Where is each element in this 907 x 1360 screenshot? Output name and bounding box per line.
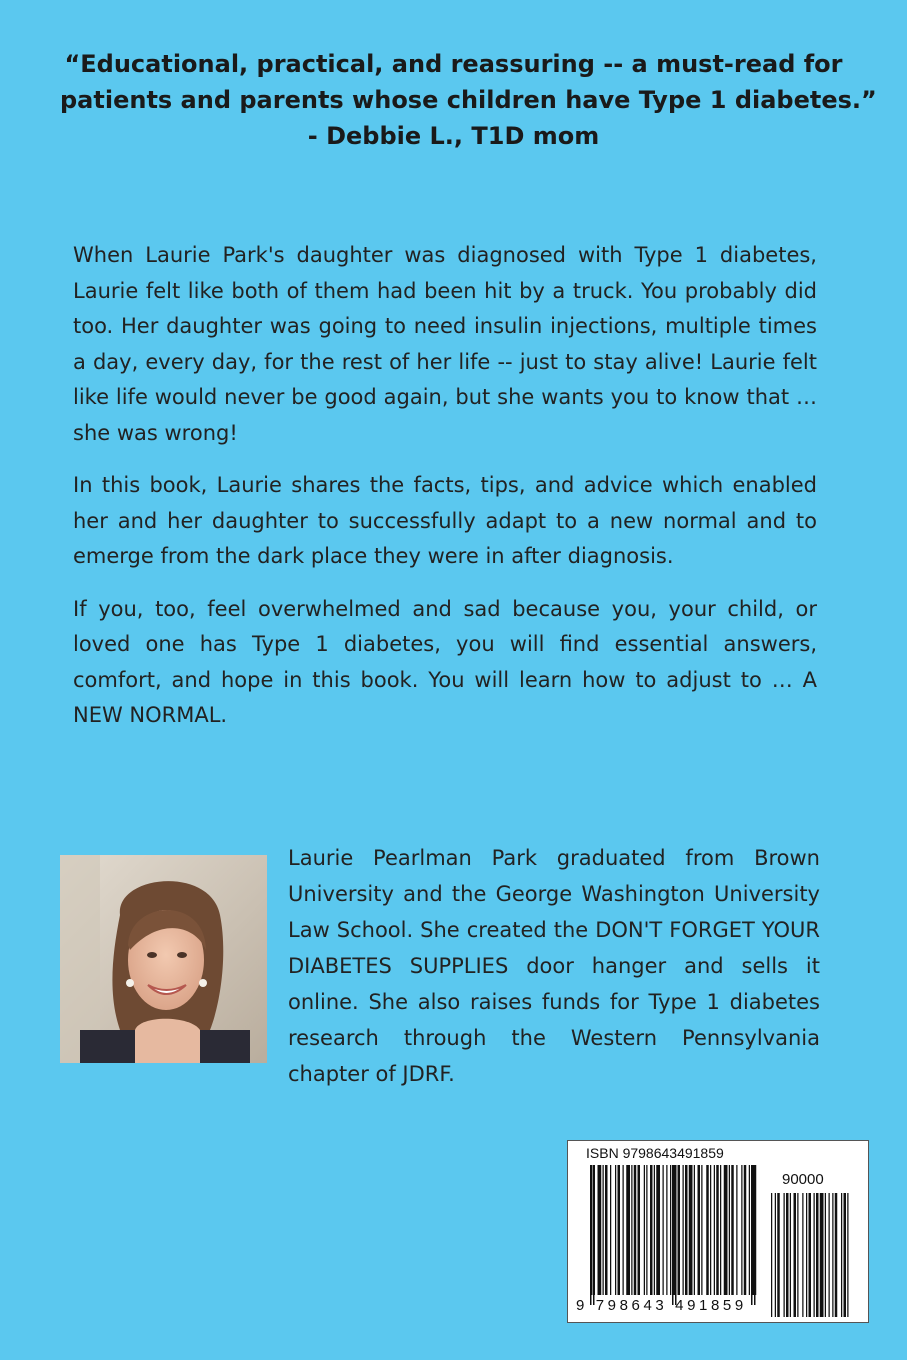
barcode-bar (710, 1165, 711, 1295)
barcode-bar (610, 1165, 611, 1295)
barcode-bar (698, 1165, 701, 1295)
barcode-bar (820, 1193, 824, 1317)
barcode-bar (729, 1165, 730, 1295)
barcode-bar (720, 1165, 721, 1295)
barcode-bar (694, 1165, 695, 1295)
barcode-bar (689, 1165, 693, 1295)
barcode-bar (623, 1165, 624, 1295)
barcode-bar (835, 1193, 838, 1317)
barcode-bar (806, 1193, 807, 1317)
quote-attribution: - Debbie L., T1D mom (307, 122, 600, 150)
barcode-bar (775, 1193, 776, 1317)
barcode-bar (749, 1165, 750, 1295)
barcode-bar (771, 1193, 772, 1317)
barcode-bar (654, 1165, 655, 1295)
barcode-bar (675, 1165, 677, 1305)
barcode-bar (631, 1165, 632, 1295)
barcode-bar (605, 1165, 608, 1295)
barcode-bar (829, 1193, 830, 1317)
barcode-bar (656, 1165, 660, 1295)
barcode-bar (825, 1193, 826, 1317)
barcode-bar (634, 1165, 637, 1295)
isbn-label: ISBN 9798643491859 (586, 1145, 724, 1161)
book-description (73, 238, 817, 751)
barcode-bar (590, 1165, 592, 1305)
barcode-bar (663, 1165, 664, 1295)
barcode-digits: 9 798643 491859 (576, 1297, 747, 1314)
barcode-bar (731, 1165, 734, 1295)
barcode-bar (593, 1165, 595, 1305)
barcode-bar (844, 1193, 847, 1317)
endorsement-quote (60, 46, 877, 154)
description-paragraph-3: If you, too, feel overwhelmed and sad because you, your child, or loved one has Type 1 diabetes, you will find essential answers, comfort, and hope in this book. You will learn how to adjust to … A NEW NORMAL. (73, 596, 817, 727)
barcode-bar (741, 1165, 742, 1295)
barcode-bar (809, 1193, 812, 1317)
barcode-bar (615, 1165, 616, 1295)
quote-line-1: “Educational, practical, and reassuring -- a must-read for (64, 50, 843, 78)
barcode-bar (832, 1193, 833, 1317)
barcode-bar (666, 1165, 667, 1295)
barcode-bar (685, 1165, 688, 1295)
barcode-bar (847, 1193, 848, 1317)
barcode-bar (797, 1193, 798, 1317)
barcode-bar (784, 1193, 785, 1317)
barcode-bar (814, 1193, 815, 1317)
barcode-addon-number: 90000 (782, 1171, 824, 1188)
barcode-bar (603, 1165, 604, 1295)
description-paragraph-1: When Laurie Park's daughter was diagnosed with Type 1 diabetes, Laurie felt like both of them had been hit by a truck. You probably did too. Her daughter was going to need insulin injections, multiple times a day, every day, for the rest of her life -- just to stay alive! Laurie felt like life would never be good again, but she wants you to know that … she was wrong! (73, 243, 817, 445)
author-bio: Laurie Pearlman Park graduated from Brown University and the George Washington University Law School. She created the DON'T FORGET YOUR DIABETES SUPPLIES door hanger and sells it online. She also raises funds for Type 1 diabetes research through the Western Pennsylvania chapter of JDRF. (288, 846, 820, 1086)
barcode-bar (706, 1165, 709, 1295)
barcode-bar (751, 1165, 753, 1305)
barcode-bar (714, 1165, 715, 1295)
barcode-bar (754, 1165, 756, 1305)
author-photo (60, 855, 267, 1063)
barcode-bar (670, 1165, 671, 1295)
barcode-bar (724, 1165, 728, 1295)
barcode-bars (568, 1141, 868, 1322)
barcode-bar (701, 1165, 702, 1295)
barcode-bar (618, 1165, 621, 1295)
barcode-bar (638, 1165, 641, 1295)
barcode-bar (816, 1193, 819, 1317)
barcode-bar (650, 1165, 653, 1295)
barcode-bar (644, 1165, 645, 1295)
barcode-bar (678, 1165, 681, 1295)
author-portrait-illustration (60, 855, 267, 1063)
isbn-barcode (567, 1140, 869, 1323)
description-paragraph-2: In this book, Laurie shares the facts, tips, and advice which enabled her and her daughter to successfully adapt to a new normal and to emerge from the dark place they were in after diagnosis. (73, 473, 817, 568)
barcode-bar (794, 1193, 797, 1317)
barcode-bar (626, 1165, 630, 1295)
barcode-bar (790, 1193, 791, 1317)
barcode-bar (841, 1193, 842, 1317)
barcode-bar (802, 1193, 803, 1317)
barcode-bar (683, 1165, 684, 1295)
barcode-bar (736, 1165, 737, 1295)
barcode-bar (672, 1165, 674, 1305)
barcode-bar (646, 1165, 647, 1295)
quote-line-2: patients and parents whose children have Type 1 diabetes.” (60, 86, 877, 114)
barcode-bar (786, 1193, 789, 1317)
barcode-bar (716, 1165, 719, 1295)
barcode-bar (744, 1165, 747, 1295)
barcode-bar (598, 1165, 602, 1295)
barcode-bar (777, 1193, 780, 1317)
